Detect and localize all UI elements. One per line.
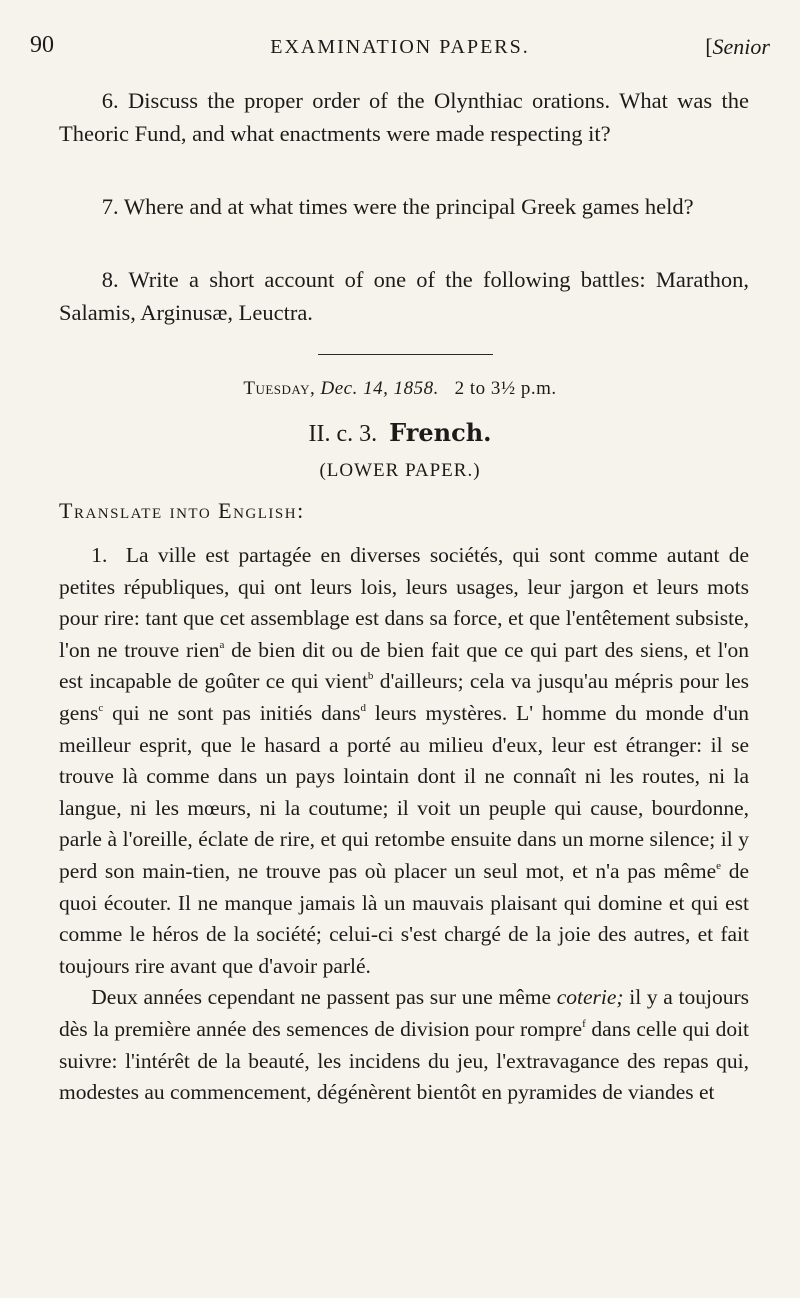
page-header: [30, 32, 770, 66]
exam-date-line: [0, 378, 800, 400]
exam-code-line: [0, 418, 800, 448]
question-8: [59, 263, 749, 329]
exam-subject: French.: [389, 418, 492, 447]
italic-word: coterie;: [556, 985, 624, 1010]
note-mark: b: [367, 670, 374, 683]
question-text: Write a short account of one of the following battles: Marathon, Salamis, Arginusæ, Leuctra.: [59, 267, 749, 325]
section-label: [705, 34, 770, 60]
passage-paragraph: 1. La ville est partagée en diverses sociétés, qui sont comme autant de petites républiques, qui ont leurs lois, leurs usages, leur jargon et leurs mots pour rire: tant que cet assemblage est dans sa force, et que l'entêtement subsiste, l'on ne trouve rien$^a$ de bien dit ou de bien fait que ce qui part des siens, et l'on est incapable de goûter ce qui vient$^b$ d'ailleurs; cela va jusqu'au mépris pour les gens$^c$ qui ne sont pas initiés dans$^d$ leurs mystères. L' homme du monde d'un meilleur esprit, que le hasard a porté au milieu d'eux, leur est étranger: il se trouve là comme dans un pays lointain dont il ne connaît ni les routes, ni la langue, ni les mœurs, ni la coutume; il voit un peuple qui cause, bourdonne, parle à l'oreille, éclate de rire, et qui retombe ensuite dans un morne silence; il y perd son main-tien, ne trouve pas où placer un seul mot, et n'a pas même$^e$ de quoi écouter. Il ne manque jamais là un mauvais plaisant qui domine et qui est comme le héros de la société; celui-ci s'est chargé de la joie des autres, et fait toujours rire avant que d'avoir parlé.: [59, 543, 750, 978]
note-mark: f: [582, 1017, 586, 1030]
note-mark: c: [98, 701, 104, 714]
running-title: EXAMINATION PAPERS.: [270, 36, 530, 58]
note-mark: e: [716, 859, 722, 872]
section-bracket: [: [705, 34, 713, 59]
passage-number: 1.: [91, 543, 108, 567]
question-6: [59, 84, 749, 150]
section-divider: [318, 354, 493, 355]
question-number: 7.: [101, 194, 119, 219]
section-label-text: Senior: [712, 34, 770, 59]
passage-paragraph: Deux années cependant ne passent pas sur une même coterie; il y a toujours dès la première année des semences de division pour rompre$^f$ dans celle qui doit suivre: l'intérêt de la beauté, les incidens du jeu, l'extravagance des repas qui, modestes au commencement, dégénèrent bientôt en pyramides de viandes et: [59, 985, 750, 1105]
page-number: 90: [30, 32, 54, 58]
question-number: 6.: [101, 88, 119, 113]
note-mark: d: [360, 701, 366, 714]
note-mark: a: [219, 638, 225, 651]
paper-level: (LOWER PAPER.): [319, 460, 481, 481]
exam-time: 2 to 3½ p.m.: [454, 378, 557, 399]
instruction-heading: Translate into English:: [59, 498, 305, 523]
exam-day: Tuesday,: [243, 378, 316, 399]
question-text: Discuss the proper order of the Olynthiac orations. What was the Theoric Fund, and what enactments were made respecting it?: [59, 88, 750, 146]
exam-code: II. c. 3.: [308, 421, 378, 447]
question-text: Where and at what times were the principal Greek games held?: [123, 194, 694, 219]
question-7: [59, 190, 749, 223]
question-number: 8.: [101, 267, 119, 292]
exam-date: Dec. 14, 1858.: [320, 378, 439, 399]
french-passage: [59, 540, 749, 1109]
